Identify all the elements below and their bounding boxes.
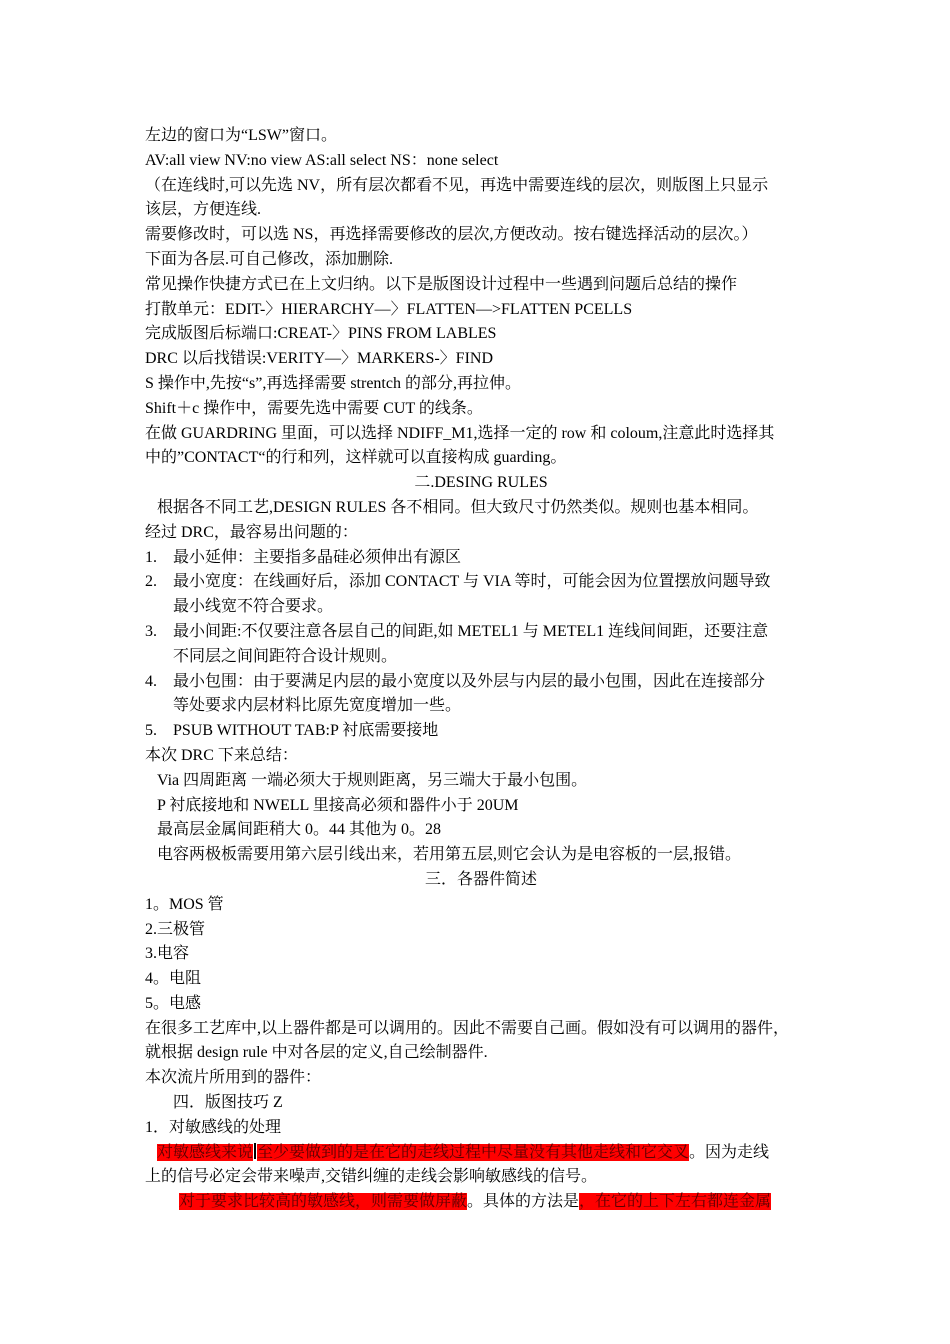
text-line: 左边的窗口为“LSW”窗口。 [145, 127, 337, 144]
text-line: 在做 GUARDRING 里面，可以选择 NDIFF_M1,选择一定的 row 和 coloum,注意此时选择其 [145, 424, 775, 442]
list-item [145, 546, 817, 571]
paragraph-line: 本次流片所用到的器件： [145, 1069, 322, 1087]
text-line: （在连线时,可以先选 NV，所有层次都看不见，再选中需要连线的层次，则版图上只显示 [145, 176, 769, 194]
text-line: AV:all view NV:no view AS:all select NS：none select [145, 151, 499, 169]
list-number: 3. [145, 622, 157, 640]
section-heading: 三．各器件简述 [424, 870, 537, 888]
list-number: 5. [145, 722, 157, 740]
highlighted-text: 对于要求比较高的敏感线，则需要做屏蔽 [179, 1193, 468, 1211]
summary-line: 电容两极板需要用第六层引线出来，若用第五层,则它会认为是电容板的一层,报错。 [157, 846, 742, 864]
subsection-heading: 1．对敏感线的处理 [145, 1118, 282, 1136]
list-item-text: 最小宽度：在线画好后，添加 CONTACT 与 VIA 等时，可能会因为位置摆放问题导致 [173, 573, 771, 591]
paragraph-text: 。具体的方法是 [467, 1193, 580, 1211]
list-item-text: 最小延伸：主要指多晶硅必须伸出有源区 [173, 548, 462, 566]
paragraph-line [145, 1141, 817, 1166]
list-item-text: 最小间距:不仅要注意各层自己的间距,如 METEL1 与 METEL1 连线间间距，还要注意 [173, 622, 769, 640]
paragraph-line: 就根据 design rule 中对各层的定义,自己绘制器件. [145, 1044, 488, 1062]
section-heading: 二.DESING RULES [414, 474, 548, 492]
highlighted-text: ，在它的上下左右都连金属 [579, 1193, 772, 1211]
text-line: 完成版图后标端口:CREAT-〉PINS FROM LABLES [145, 325, 497, 343]
text-cursor [254, 1143, 256, 1159]
list-item-continuation: 不同层之间间距符合设计规则。 [173, 647, 398, 665]
list-item-continuation: 最小线宽不符合要求。 [173, 598, 334, 616]
list-number: 2. [145, 573, 157, 591]
text-line: 中的”CONTACT“的行和列，这样就可以直接构成 guarding。 [145, 449, 567, 467]
list-item-text: 最小包围：由于要满足内层的最小宽度以及外层与内层的最小包围，因此在连接部分 [173, 672, 766, 690]
highlighted-text: 对敏感线来说 [157, 1143, 254, 1161]
paragraph-text: 。因为走线 [689, 1143, 770, 1161]
document-body [145, 124, 817, 1215]
paragraph-line: 上的信号必定会带来噪声,交错纠缠的走线会影响敏感线的信号。 [145, 1168, 598, 1186]
text-line: 下面为各层.可自己修改，添加删除. [145, 250, 394, 268]
highlighted-text: 至少要做到的是在它的走线过程中尽量没有其他走线和它交叉 [257, 1143, 690, 1161]
paragraph-line: 在很多工艺库中,以上器件都是可以调用的。因此不需要自己画。假如没有可以调用的器件， [145, 1019, 790, 1037]
list-item-text: PSUB WITHOUT TAB:P 衬底需要接地 [173, 722, 439, 740]
text-line: DRC 以后找错误:VERITY—〉MARKERS-〉FIND [145, 350, 494, 368]
list-item [145, 570, 817, 595]
list-item: 5。电感 [145, 994, 202, 1012]
summary-line: P 衬底接地和 NWELL 里接高必须和器件小于 20UM [157, 796, 519, 814]
text-line: 常见操作快捷方式已在上文归纳。以下是版图设计过程中一些遇到问题后总结的操作 [145, 275, 738, 293]
list-item: 2.三极管 [145, 920, 206, 938]
list-item [145, 670, 817, 695]
list-item-continuation: 等处要求内层材料比原先宽度增加一些。 [173, 697, 462, 715]
text-line: Shift＋c 操作中，需要先选中需要 CUT 的线条。 [145, 399, 483, 417]
text-line: 该层，方便连线. [145, 201, 262, 219]
text-line: 打散单元：EDIT-〉HIERARCHY—〉FLATTEN—>FLATTEN PCELLS [145, 300, 633, 318]
list-item: 3.电容 [145, 945, 190, 963]
list-item: 4。电阻 [145, 970, 202, 988]
list-number: 4. [145, 672, 157, 690]
summary-line: 最高层金属间距稍大 0。44 其他为 0。28 [157, 821, 442, 839]
text-line: 需要修改时，可以选 NS，再选择需要修改的层次,方便改动。按右键选择活动的层次。） [145, 226, 758, 244]
list-lead: 经过 DRC，最容易出问题的： [145, 523, 358, 541]
list-item: 1。MOS 管 [145, 895, 224, 913]
list-item [145, 620, 817, 645]
summary-line: Via 四周距离 一端必须大于规则距离，另三端大于最小包围。 [157, 771, 588, 789]
list-item [145, 719, 817, 744]
text-line: S 操作中,先按“s”,再选择需要 strentch 的部分,再拉伸。 [145, 374, 521, 392]
summary-title: 本次 DRC 下来总结： [145, 746, 298, 764]
list-number: 1. [145, 548, 157, 566]
paragraph-line [145, 1190, 817, 1215]
section-heading: 四．版图技巧 Z [173, 1094, 283, 1112]
section-intro: 根据各不同工艺,DESIGN RULES 各不相同。但大致尺寸仍然类似。规则也基本相同。 [157, 498, 759, 516]
